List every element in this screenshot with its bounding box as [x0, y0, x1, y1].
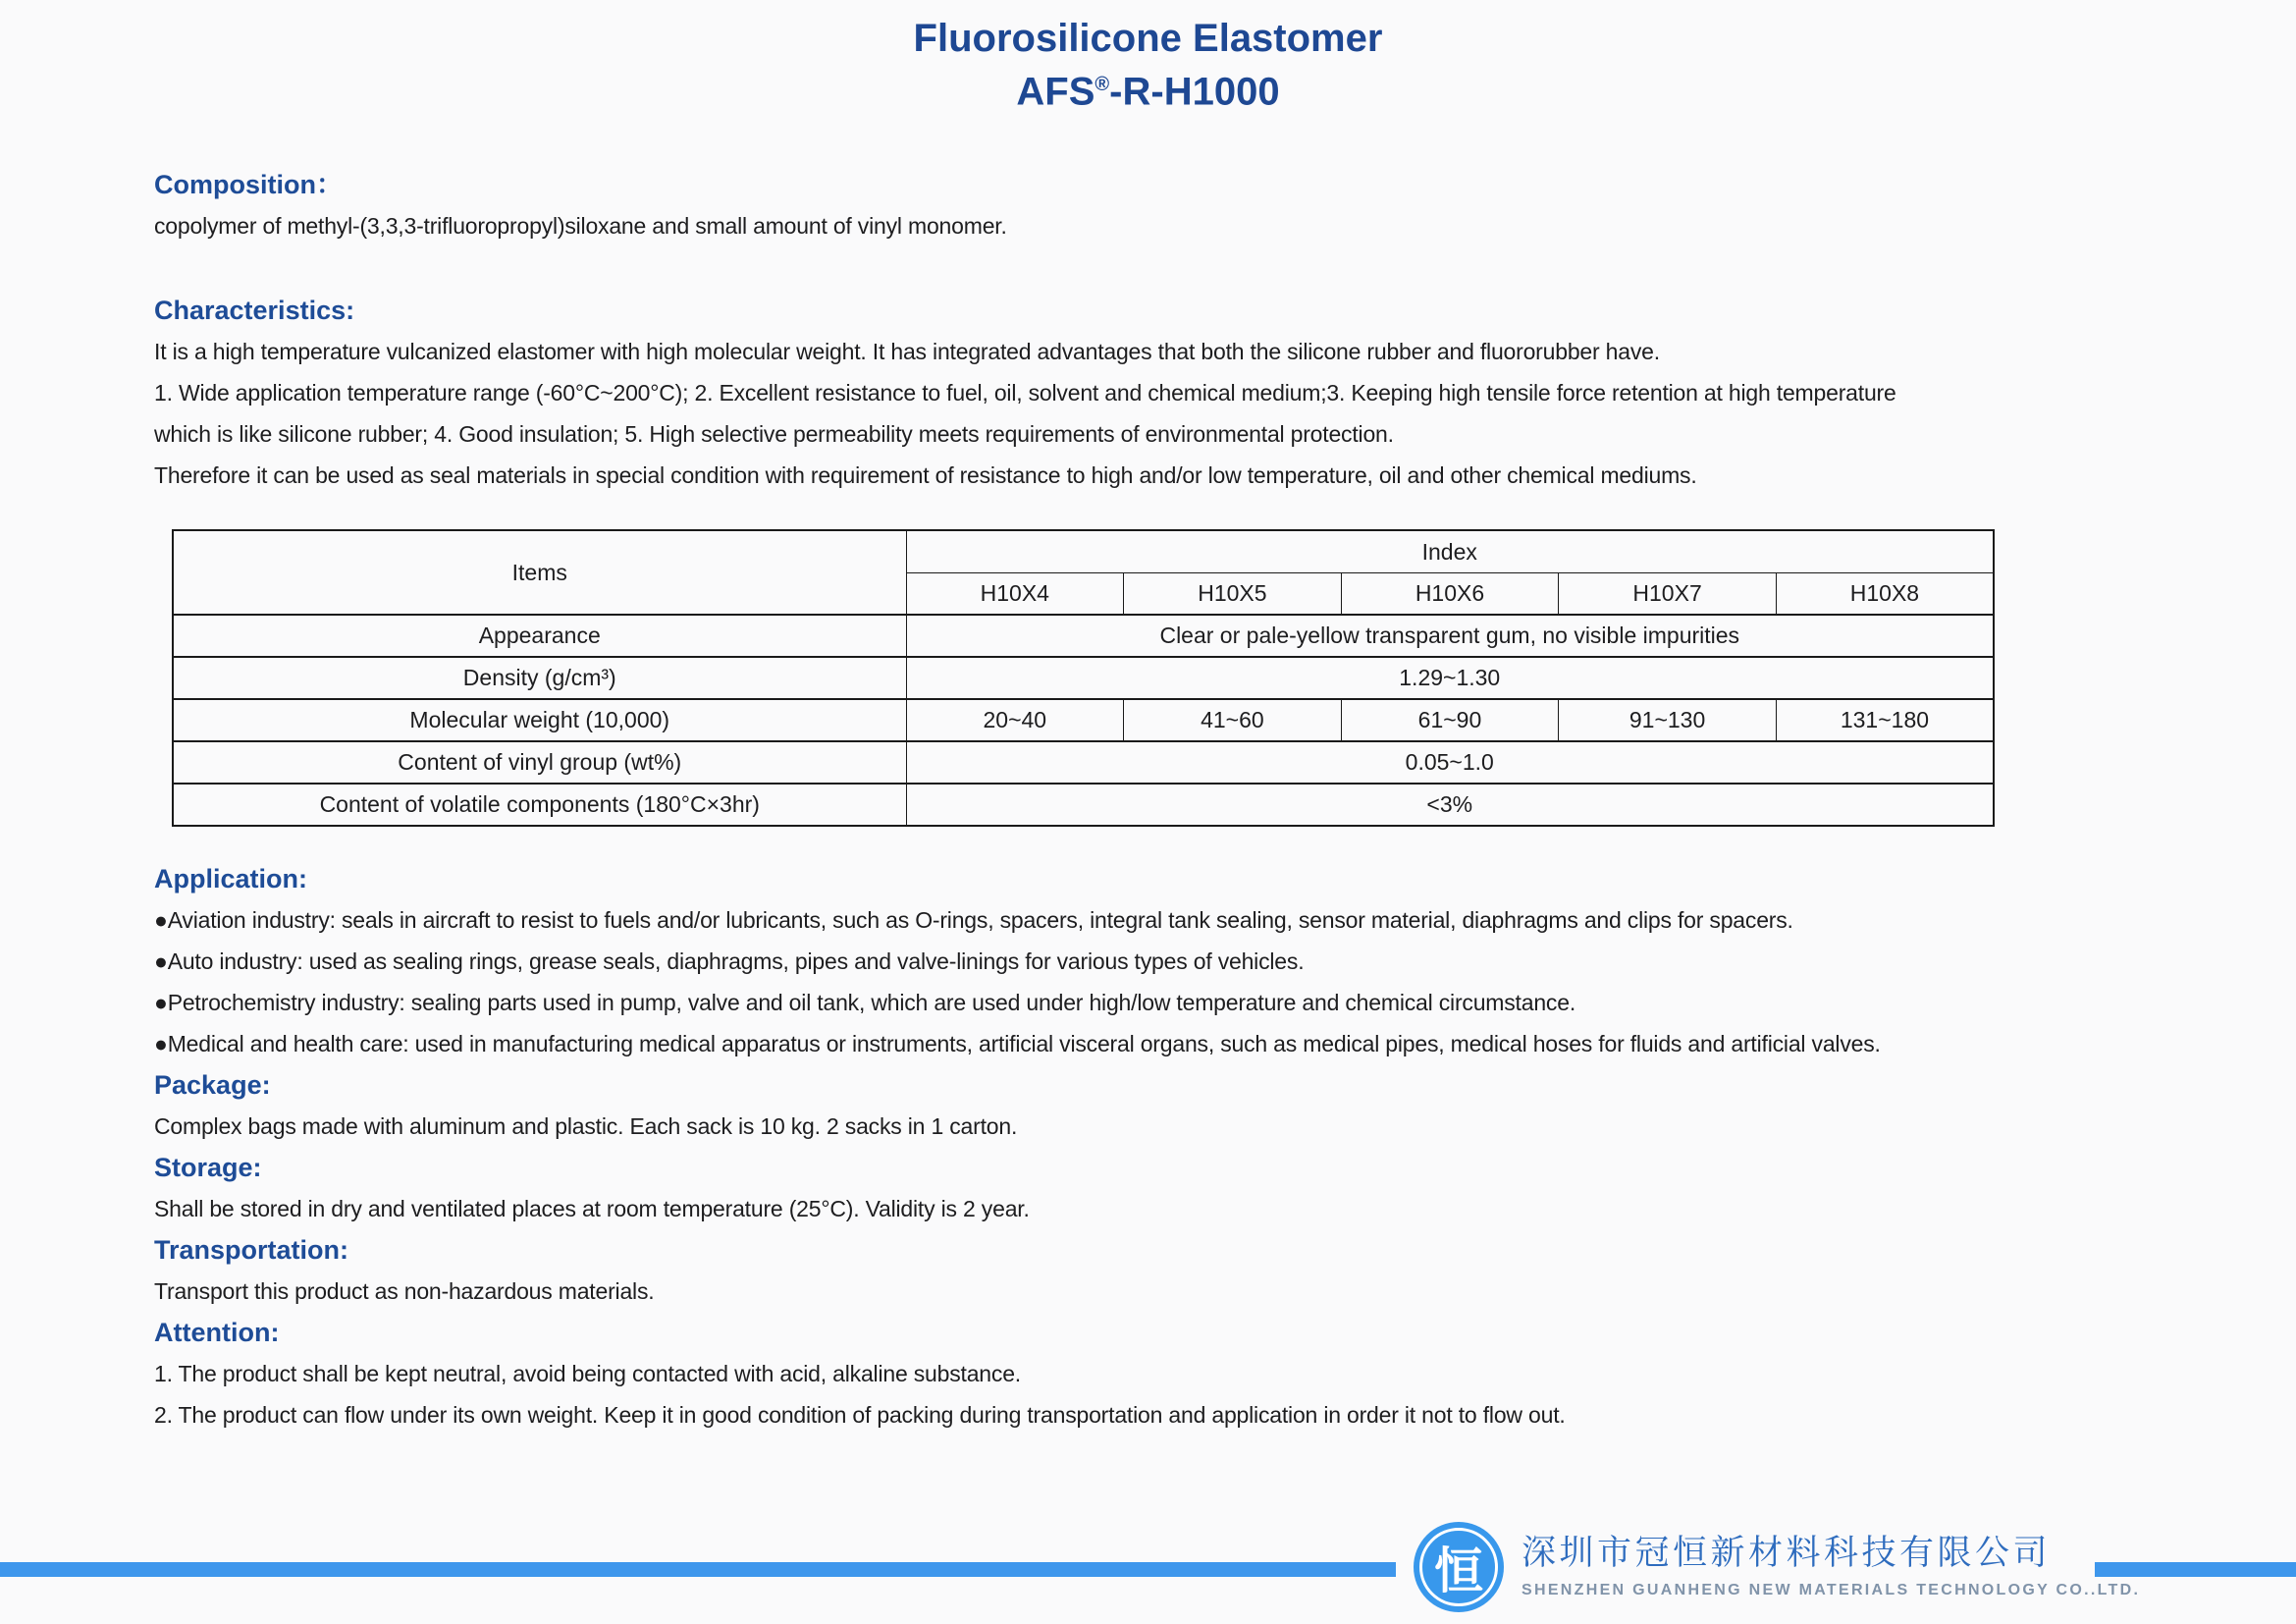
- company-name-english: SHENZHEN GUANHENG NEW MATERIALS TECHNOLOGY CO..LTD.: [1522, 1582, 2141, 1598]
- row-value-appearance: Clear or pale-yellow transparent gum, no visible impurities: [906, 615, 1994, 657]
- application-bullet: ●Auto industry: used as sealing rings, grease seals, diaphragms, pipes and valve-linings for various types of vehicles.: [154, 948, 1305, 975]
- application-bullet: ●Medical and health care: used in manufacturing medical apparatus or instruments, artificial visceral organs, such as medical pipes, medical hoses for fluids and artificial valves.: [154, 1031, 1881, 1057]
- row-label-molecular-weight: Molecular weight (10,000): [173, 699, 906, 741]
- row-value-volatile-content: <3%: [906, 784, 1994, 826]
- application-heading: Application:: [154, 864, 307, 894]
- table-row: [173, 657, 1994, 699]
- attention-item: 2. The product can flow under its own weight. Keep it in good condition of packing during transportation and application in order it not to flow out.: [154, 1402, 1566, 1429]
- row-value-molecular-weight: 91~130: [1559, 699, 1777, 741]
- registered-trademark-symbol: ®: [1095, 74, 1110, 95]
- composition-heading: Composition：: [154, 170, 343, 200]
- product-code-suffix: -R-H1000: [1109, 70, 1280, 114]
- company-name-group: [1522, 1526, 2140, 1599]
- company-logo-block: [1396, 1485, 2141, 1624]
- storage-body: Shall be stored in dry and ventilated places at room temperature (25°C). Validity is 2 year.: [154, 1196, 1030, 1222]
- table-header-grade: H10X5: [1124, 572, 1342, 615]
- application-bullet: ●Aviation industry: seals in aircraft to resist to fuels and/or lubricants, such as O-rings, spacers, integral tank sealing, sensor material, diaphragms and clips for spacers.: [154, 907, 1793, 934]
- company-logo-icon: [1414, 1522, 1504, 1612]
- product-name-line: Fluorosilicone Elastomer: [913, 17, 1383, 60]
- attention-heading: Attention:: [154, 1318, 280, 1348]
- package-body: Complex bags made with aluminum and plastic. Each sack is 10 kg. 2 sacks in 1 carton.: [154, 1113, 1018, 1140]
- package-heading: Package:: [154, 1070, 271, 1101]
- composition-body: copolymer of methyl-(3,3,3-trifluoropropyl)siloxane and small amount of vinyl monomer.: [154, 213, 1007, 240]
- characteristics-line: It is a high temperature vulcanized elastomer with high molecular weight. It has integrated advantages that both the silicone rubber and fluororubber have.: [154, 339, 1660, 365]
- row-value-density: 1.29~1.30: [906, 657, 1994, 699]
- company-name-chinese: 深圳市冠恒新材料科技有限公司: [1522, 1534, 2052, 1573]
- characteristics-line: which is like silicone rubber; 4. Good insulation; 5. High selective permeability meets requirements of environmental protection.: [154, 421, 1394, 448]
- row-value-molecular-weight: 41~60: [1124, 699, 1342, 741]
- transportation-body: Transport this product as non-hazardous materials.: [154, 1278, 655, 1305]
- row-value-molecular-weight: 20~40: [906, 699, 1124, 741]
- transportation-heading: Transportation:: [154, 1235, 349, 1266]
- row-value-molecular-weight: 61~90: [1341, 699, 1559, 741]
- row-value-vinyl-content: 0.05~1.0: [906, 741, 1994, 784]
- table-row: [173, 699, 1994, 741]
- table-header-index: Index: [906, 530, 1994, 572]
- table-row: [173, 615, 1994, 657]
- table-header-grade: H10X4: [906, 572, 1124, 615]
- table-header-grade: H10X8: [1776, 572, 1994, 615]
- logo-glyph: 恒: [1434, 1543, 1483, 1599]
- specification-table: [172, 529, 1995, 827]
- row-label-density: Density (g/cm³): [173, 657, 906, 699]
- table-header-grade: H10X7: [1559, 572, 1777, 615]
- storage-heading: Storage:: [154, 1153, 262, 1183]
- table-row: [173, 784, 1994, 826]
- table-header-grade: H10X6: [1341, 572, 1559, 615]
- table-row: [173, 741, 1994, 784]
- attention-item: 1. The product shall be kept neutral, avoid being contacted with acid, alkaline substance.: [154, 1361, 1021, 1387]
- characteristics-line: 1. Wide application temperature range (-60°C~200°C); 2. Excellent resistance to fuel, oil, solvent and chemical medium;3. Keeping high tensile force retention at high temperature: [154, 380, 1896, 406]
- characteristics-heading: Characteristics:: [154, 296, 355, 326]
- table-header-items: Items: [173, 530, 906, 615]
- application-bullet: ●Petrochemistry industry: sealing parts used in pump, valve and oil tank, which are used under high/low temperature and chemical circumstance.: [154, 990, 1576, 1016]
- characteristics-line: Therefore it can be used as seal materials in special condition with requirement of resistance to high and/or low temperature, oil and other chemical mediums.: [154, 462, 1697, 489]
- product-code-prefix: AFS: [1016, 70, 1095, 114]
- row-label-vinyl-content: Content of vinyl group (wt%): [173, 741, 906, 784]
- row-value-molecular-weight: 131~180: [1776, 699, 1994, 741]
- product-code-line: [154, 62, 2142, 115]
- document-title: [154, 16, 2142, 115]
- row-label-appearance: Appearance: [173, 615, 906, 657]
- row-label-volatile-content: Content of volatile components (180°C×3hr): [173, 784, 906, 826]
